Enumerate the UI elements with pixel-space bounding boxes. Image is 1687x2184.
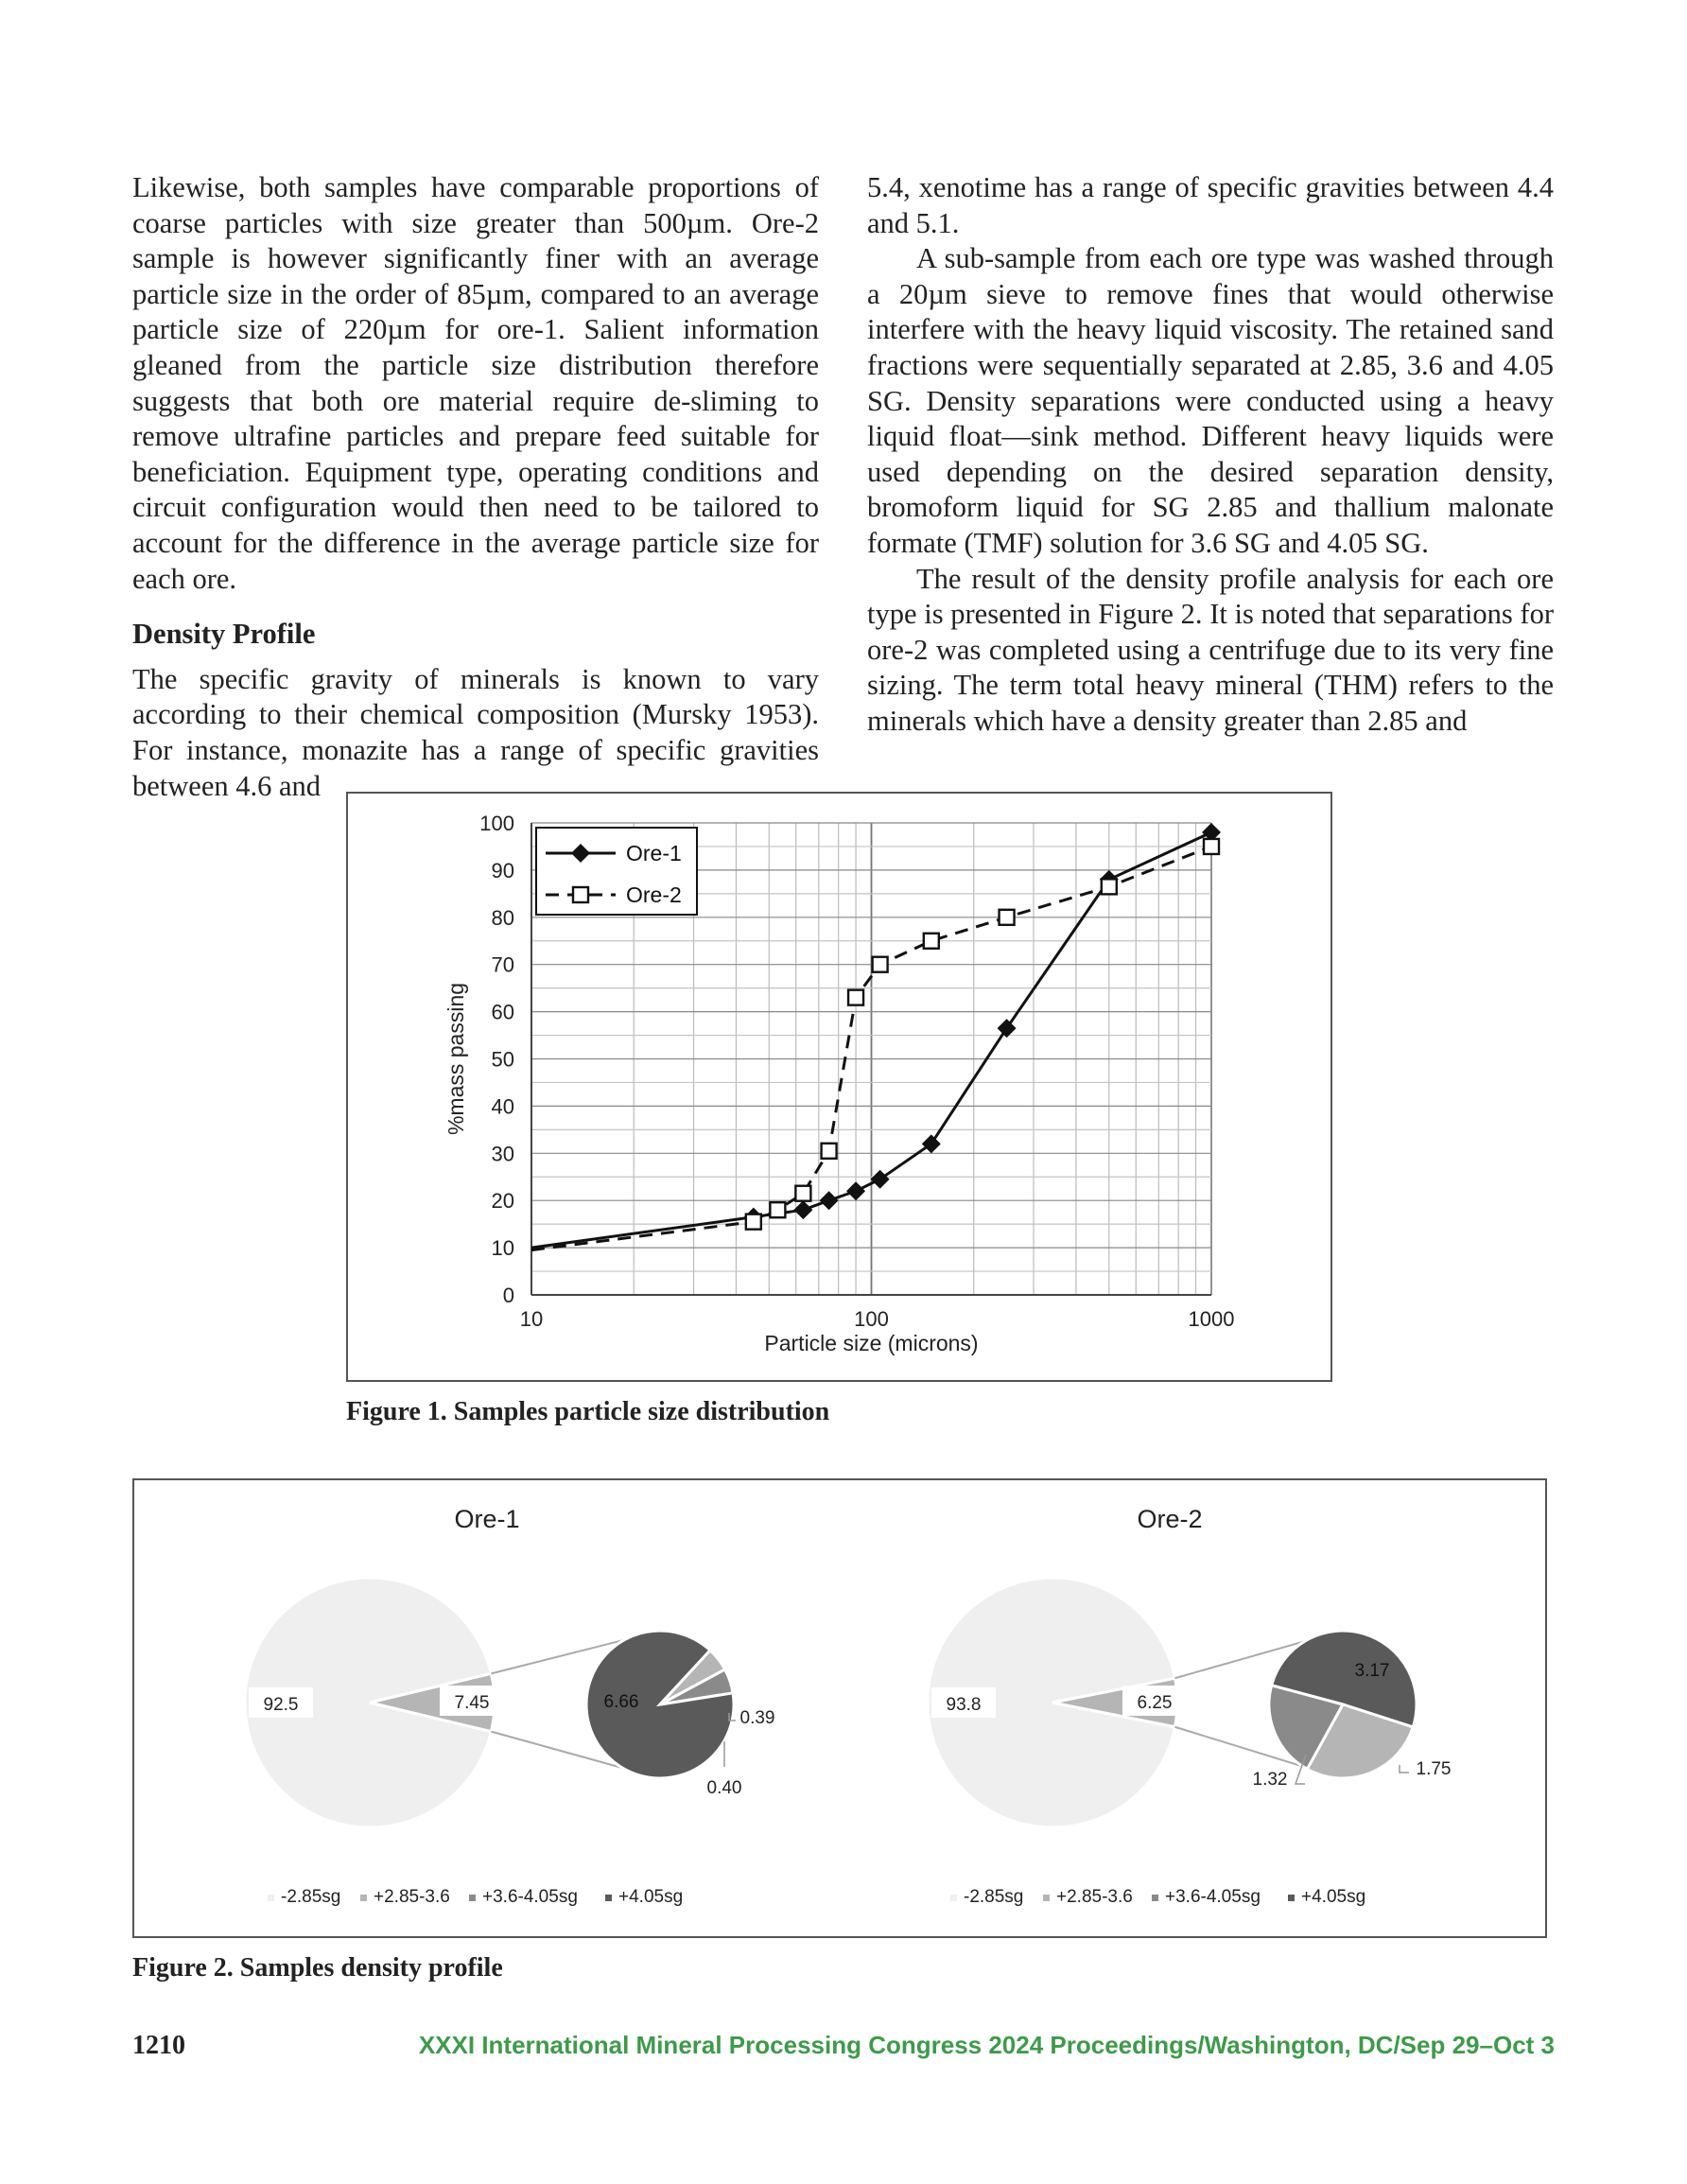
legend-label: Ore-2 (626, 882, 682, 907)
y-tick-label: 90 (491, 858, 514, 882)
legend-label: -2.85sg (281, 1887, 341, 1907)
left-paragraph-1: Likewise, both samples have comparable proportions of coarse particles with size greater than 500µm. Ore-2 sample is however significantly finer with an average particle size in the order of 85µm, compared to an average particle size of 220µm for ore-1. Salient information gleaned from the particle size distribution therefore suggests that both ore material require de-sliming to remove ultrafine particles and prepare feed suitable for beneficiation. Equipment type, operating conditions and circuit configuration would then need to be tailored to account for the difference in the average particle size for each ore. (132, 171, 819, 595)
legend-marker-ore-2 (573, 887, 588, 902)
legend-label: Ore-1 (626, 841, 682, 865)
legend-swatch (1152, 1895, 1158, 1901)
legend-label: +2.85-3.6 (374, 1887, 450, 1907)
sub-label: 6.66 (603, 1692, 639, 1712)
y-tick-label: 10 (491, 1236, 514, 1261)
legend-label: +3.6-4.05sg (1165, 1887, 1261, 1907)
y-tick-label: 50 (491, 1047, 514, 1072)
x-axis-label: Particle size (microns) (764, 1331, 979, 1355)
y-tick-label: 30 (491, 1142, 514, 1166)
left-column (132, 170, 819, 804)
data-point-ore-2 (1102, 879, 1117, 894)
data-point-ore-2 (924, 934, 939, 949)
figure-2-frame (132, 1478, 1547, 1938)
legend-label: +3.6-4.05sg (482, 1887, 578, 1907)
figure-2-caption: Figure 2. Samples density profile (132, 1953, 503, 1983)
right-column (867, 170, 1554, 740)
legend-swatch (605, 1895, 612, 1901)
right-paragraph-2: A sub-sample from each ore type was washed through a 20µm sieve to remove fines that would otherwise interfere with the heavy liquid viscosity. The retained sand fractions were sequentially separated at 2.85, 3.6 and 4.05 SG. Density separations were conducted using a heavy liquid float—sink method. Different heavy liquids were used depending on the desired separation density, bromoform liquid for SG 2.85 and thallium malonate formate (TMF) solution for 3.6 SG and 4.05 SG. (867, 242, 1554, 559)
figure-1-caption: Figure 1. Samples particle size distribution (346, 1397, 830, 1426)
y-tick-label: 80 (491, 905, 514, 930)
sub-label: 0.39 (739, 1708, 775, 1728)
x-tick-label: 100 (854, 1307, 889, 1331)
data-point-ore-1 (793, 1200, 812, 1219)
legend-swatch (1288, 1895, 1295, 1901)
data-point-ore-2 (822, 1144, 837, 1159)
y-tick-label: 0 (502, 1284, 514, 1307)
right-paragraph-3: The result of the density profile analysis for each ore type is presented in Figure 2. It is noted that separations for ore-2 was completed using a centrifuge due to its very fine sizing. The term total heavy mineral (THM) refers to the minerals which have a density greater than 2.85 and (867, 562, 1554, 737)
figure-1-frame (346, 792, 1332, 1382)
legend-swatch (469, 1895, 476, 1901)
main-label: 93.8 (946, 1695, 982, 1715)
data-point-ore-2 (1000, 910, 1015, 925)
leader-line (1400, 1765, 1409, 1773)
pie-title-ore-2: Ore-2 (1137, 1505, 1203, 1533)
legend-label: +2.85-3.6 (1056, 1887, 1133, 1907)
conference-footer: XXXI International Mineral Processing Congress 2024 Proceedings/Washington, DC/Sep 29–Oct 3 (418, 2031, 1555, 2059)
data-point-ore-2 (795, 1186, 810, 1201)
page-number: 1210 (132, 2031, 185, 2060)
particle-size-chart (348, 794, 1330, 1380)
x-tick-label: 1000 (1188, 1307, 1235, 1331)
data-point-ore-1 (871, 1170, 890, 1189)
data-point-ore-2 (873, 957, 888, 972)
y-tick-label: 40 (491, 1094, 514, 1119)
main-label: 7.45 (454, 1693, 490, 1713)
section-heading-density-profile: Density Profile (132, 618, 316, 651)
data-point-ore-1 (922, 1134, 941, 1153)
left-paragraph-2: The specific gravity of minerals is known to vary according to their chemical composition (Mursky 1953). For instance, monazite has a range of specific gravities between 4.6 and (132, 662, 819, 802)
sub-label: 0.40 (706, 1778, 742, 1798)
y-tick-label: 100 (479, 812, 514, 835)
sub-label: 1.75 (1416, 1759, 1452, 1779)
y-axis-label: %mass passing (443, 982, 468, 1136)
legend-label: -2.85sg (964, 1887, 1024, 1907)
legend-swatch (360, 1895, 367, 1901)
legend-label: +4.05sg (618, 1887, 684, 1907)
y-tick-label: 60 (491, 1000, 514, 1024)
data-point-ore-1 (820, 1191, 839, 1210)
data-point-ore-2 (1204, 839, 1219, 854)
data-point-ore-2 (770, 1202, 785, 1217)
legend-swatch (268, 1895, 274, 1901)
right-paragraph-1: 5.4, xenotime has a range of specific gravities between 4.4 and 5.1. (867, 171, 1554, 239)
legend-swatch (950, 1895, 957, 1901)
sub-label: 1.32 (1252, 1770, 1288, 1790)
data-point-ore-2 (746, 1214, 761, 1230)
main-label: 6.25 (1137, 1693, 1173, 1713)
data-point-ore-1 (846, 1181, 865, 1200)
x-tick-label: 10 (519, 1307, 544, 1331)
pie-title-ore-1: Ore-1 (454, 1505, 520, 1533)
y-tick-label: 70 (491, 952, 514, 977)
density-profile-charts (134, 1480, 1545, 1936)
sub-label: 3.17 (1354, 1661, 1390, 1681)
data-point-ore-2 (848, 990, 863, 1005)
main-label: 92.5 (263, 1695, 299, 1715)
legend-swatch (1043, 1895, 1050, 1901)
legend-label: +4.05sg (1301, 1887, 1366, 1907)
y-tick-label: 20 (491, 1189, 514, 1214)
